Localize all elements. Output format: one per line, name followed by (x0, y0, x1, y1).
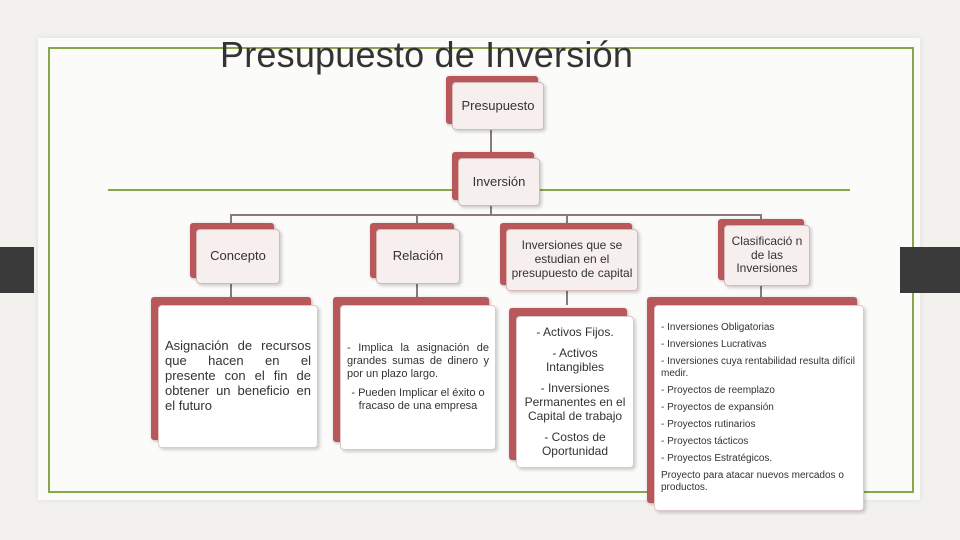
node-inversiones-estudiadas-label: Inversiones que se estudian en el presupuesto de capital (506, 229, 638, 291)
page-title: Presupuesto de Inversión (220, 34, 634, 75)
detail-relacion-item: - Implica la asignación de grandes sumas de dinero y por un plazo largo. (347, 341, 489, 380)
detail-inversiones-item: - Activos Intangibles (545, 345, 605, 375)
detail-clasificacion (654, 305, 864, 511)
detail-relacion (340, 305, 496, 450)
detail-inversiones-estudiadas (516, 316, 634, 468)
detail-clasificacion-item: - Inversiones cuya rentabilidad resulta difícil medir. (661, 356, 855, 379)
node-inversion (458, 158, 540, 206)
node-inversiones-estudiadas (506, 229, 638, 291)
detail-clasificacion-item: - Inversiones Lucrativas (661, 339, 767, 350)
node-inversion-label: Inversión (458, 158, 540, 206)
node-relacion (376, 229, 460, 284)
left-edge-tab (0, 247, 34, 293)
node-clasificacion-label: Clasificació n de las Inversiones (724, 225, 810, 286)
detail-concepto (158, 305, 318, 448)
node-relacion-label: Relación (376, 229, 460, 284)
detail-clasificacion-item: - Inversiones Obligatorias (661, 322, 775, 333)
detail-clasificacion-item: - Proyectos rutinarios (661, 419, 756, 430)
detail-inversiones-item: - Costos de Oportunidad (541, 429, 609, 459)
connector-horizontal-bar (230, 214, 760, 216)
connector-inversiones-detail (566, 290, 568, 305)
node-presupuesto-label: Presupuesto (452, 82, 544, 130)
detail-clasificacion-item: - Proyectos de expansión (661, 402, 774, 413)
detail-inversiones-item: - Activos Fijos. (536, 325, 614, 340)
node-concepto (196, 229, 280, 284)
node-clasificacion (724, 225, 810, 286)
detail-clasificacion-item: Proyecto para atacar nuevos mercados o productos. (661, 470, 844, 493)
detail-concepto-text: Asignación de recursos que hacen en el presente con el fin de obtener un beneficio en el futuro (165, 338, 311, 413)
detail-relacion-item: - Pueden Implicar el éxito o fracaso de una empresa (351, 387, 485, 413)
right-edge-tab (900, 247, 960, 293)
detail-inversiones-item: - Inversiones Permanentes en el Capital de trabajo (524, 380, 626, 424)
detail-clasificacion-item: - Proyectos tácticos (661, 436, 749, 447)
node-concepto-label: Concepto (196, 229, 280, 284)
detail-clasificacion-item: - Proyectos de reemplazo (661, 385, 775, 396)
detail-clasificacion-item: - Proyectos Estratégicos. (661, 453, 773, 464)
node-presupuesto (452, 82, 544, 130)
